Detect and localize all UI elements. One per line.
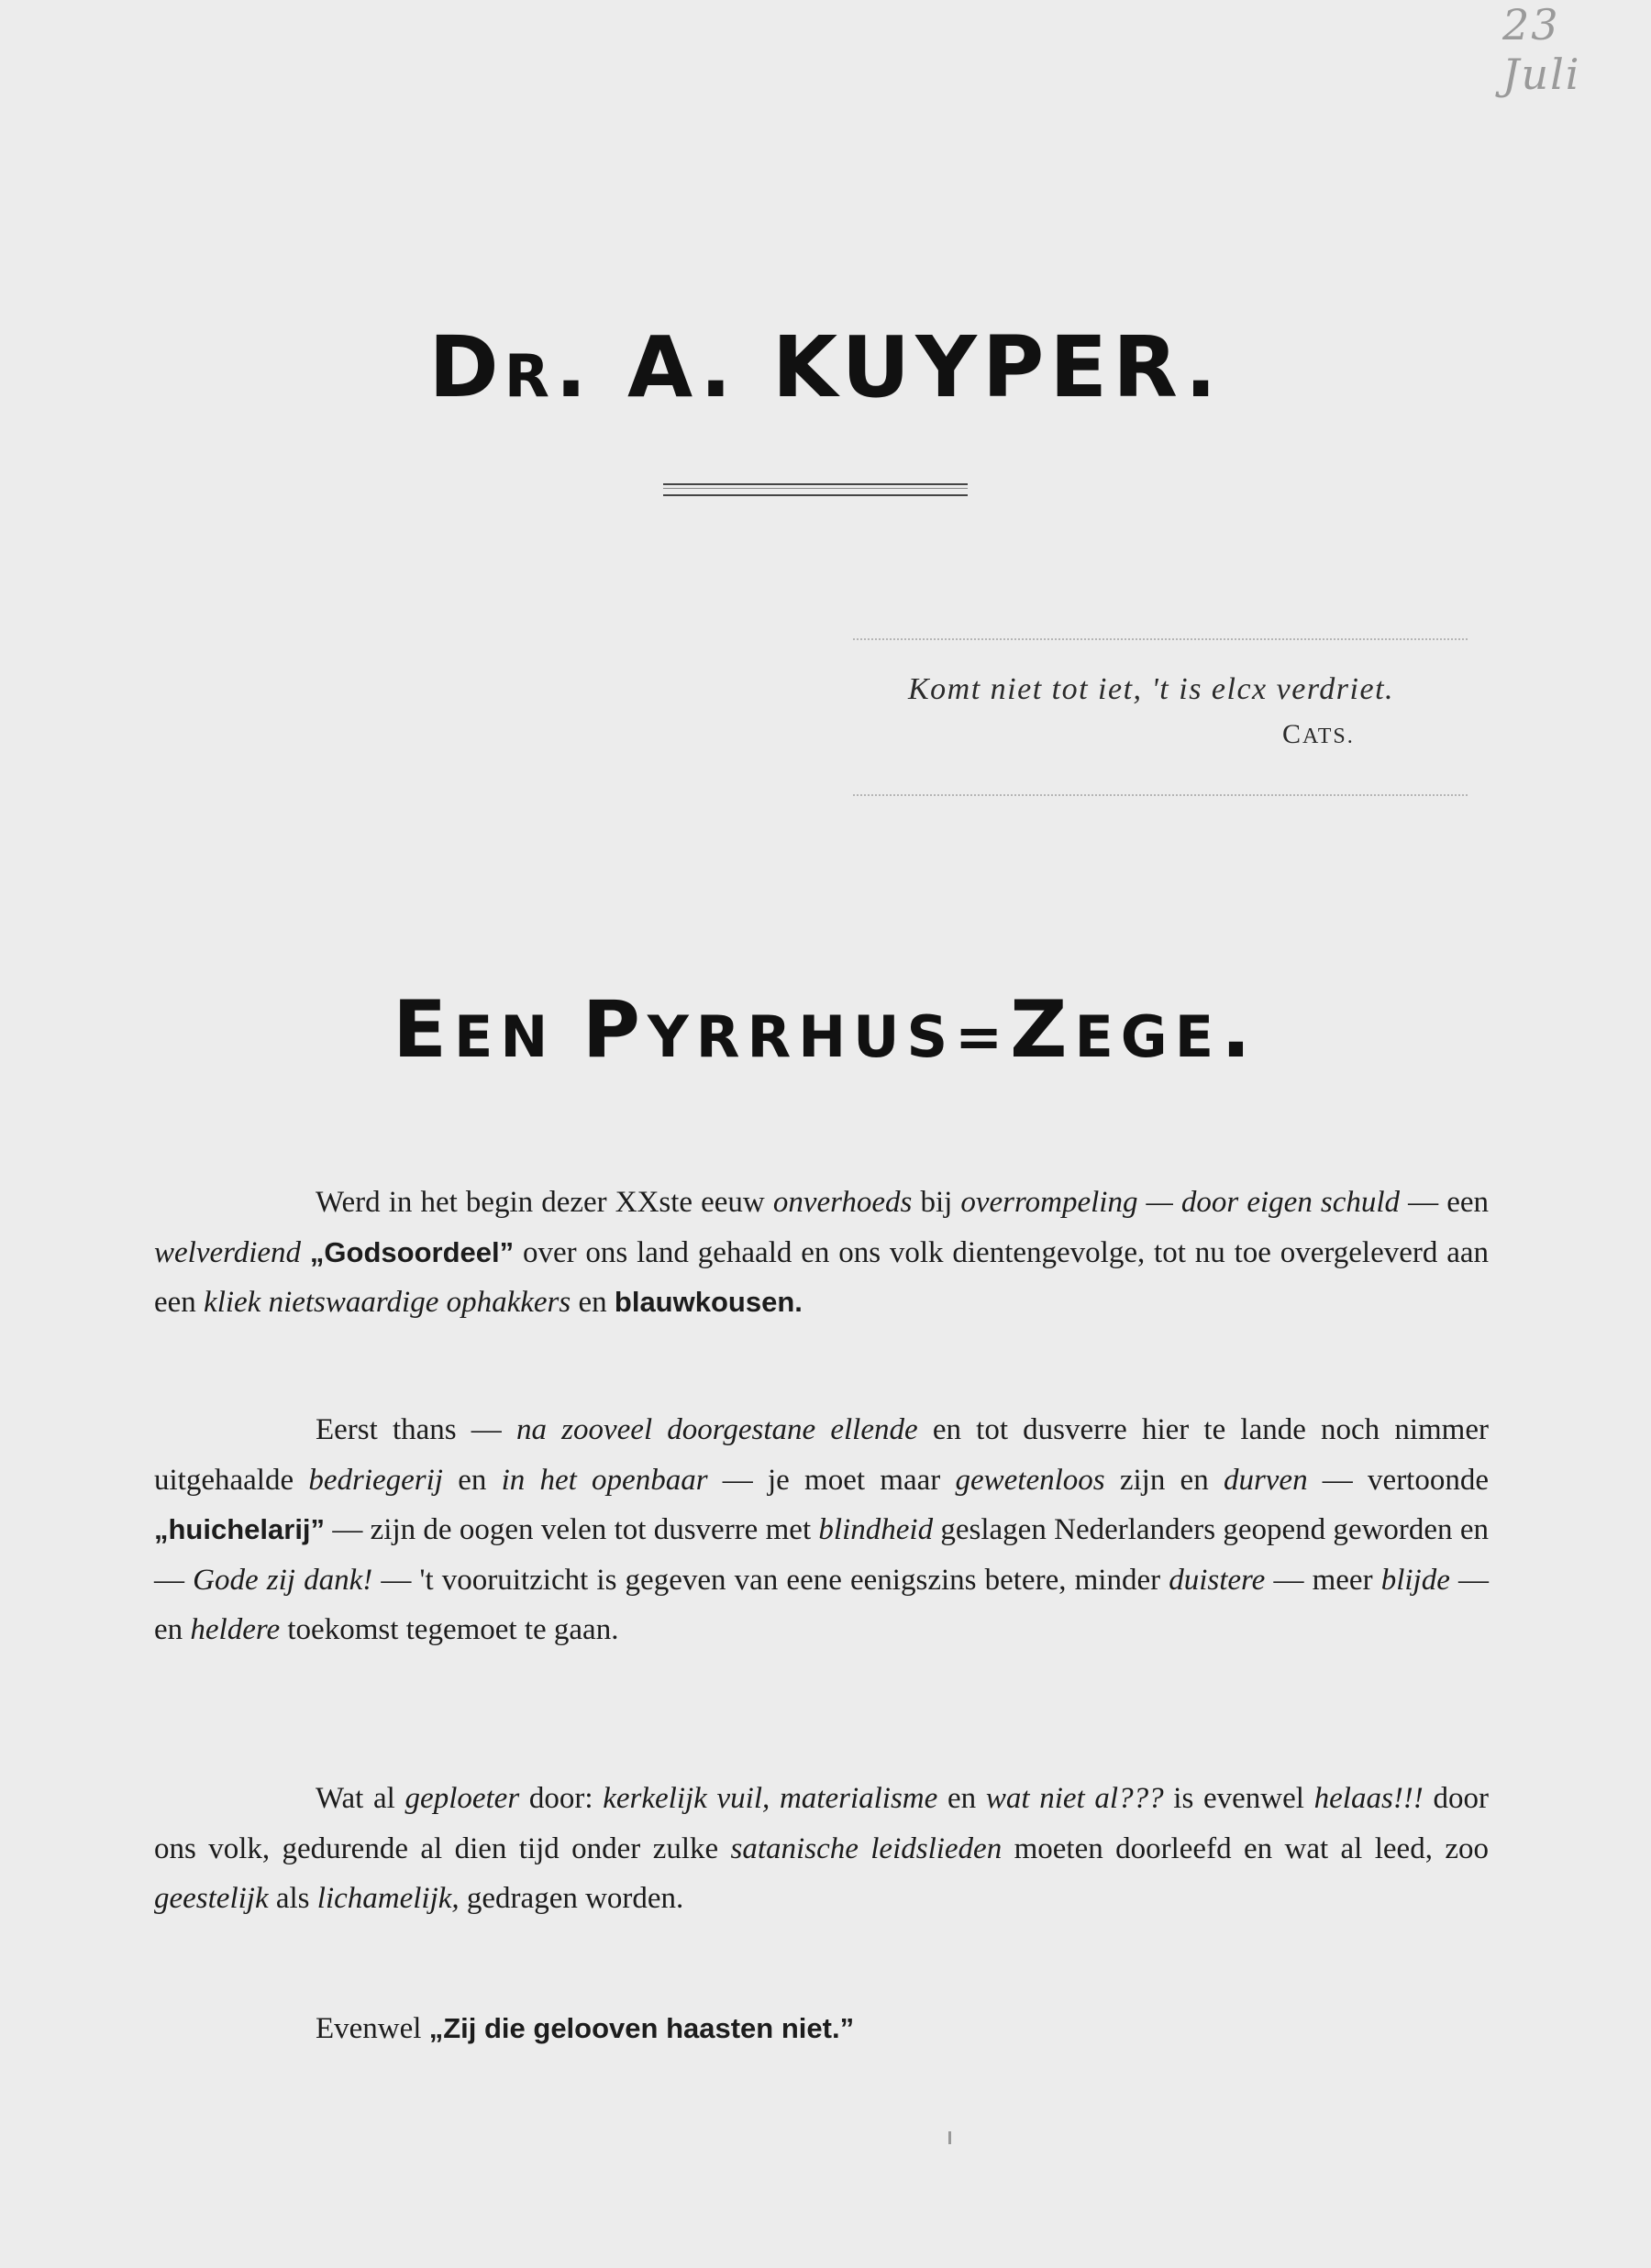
attribution-rest: ATS.: [1302, 725, 1355, 748]
text-run: moeten doorleefd en wat al leed, zoo: [1002, 1831, 1489, 1865]
text-run: en tot dusverre hier te lande noch nimmer uitgehaalde: [154, 1413, 1489, 1497]
italic-run: geploeter: [404, 1782, 520, 1815]
text-run: — je moet maar: [707, 1463, 956, 1497]
paragraph-2: [154, 1405, 1489, 1655]
author-initial-small: R: [504, 343, 555, 411]
bold-run: „huichelarij”: [154, 1513, 326, 1545]
motto-top-border: [853, 638, 1468, 640]
italic-run: lichamelijk,: [316, 1882, 460, 1915]
text-run: — 't vooruitzicht is gegeven van eene eenigszins betere, minder: [372, 1563, 1169, 1597]
italic-run: gewetenloos: [955, 1463, 1105, 1497]
title-letter: E: [393, 984, 455, 1076]
text-run: gedragen worden.: [459, 1882, 684, 1915]
paper-speck: [948, 2131, 951, 2144]
double-rule-divider: [663, 483, 968, 496]
text-run: door:: [519, 1782, 604, 1815]
text-run: Wat al: [316, 1782, 405, 1815]
paragraph-1: [154, 1178, 1489, 1328]
motto-attribution: [1282, 719, 1355, 750]
text-run: bij: [912, 1186, 961, 1219]
author-name: . A. KUYPER.: [555, 318, 1223, 416]
bold-run: „Godsoordeel”: [309, 1235, 515, 1268]
title-letter: P: [582, 984, 648, 1076]
bold-run: „Zij die gelooven haasten niet.”: [428, 2012, 855, 2044]
text-run: — een: [1400, 1186, 1490, 1219]
text-run: en: [571, 1286, 615, 1319]
italic-run: na zooveel doorgestane ellende: [515, 1413, 918, 1446]
paragraph-4: [154, 2004, 1489, 2054]
text-run: toekomst tegemoet te gaan.: [280, 1613, 619, 1646]
paragraph-3: [154, 1774, 1489, 1924]
title-letters-small: YRRHUS: [647, 1003, 956, 1070]
title-letters-small: EGE: [1074, 1003, 1222, 1070]
italic-run: helaas!!!: [1313, 1782, 1424, 1815]
italic-run: Gode zij dank!: [193, 1563, 373, 1597]
author-heading: [0, 318, 1651, 416]
title-letter: Z: [1010, 984, 1075, 1076]
author-initial: D: [428, 318, 504, 416]
attribution-initial: C: [1282, 719, 1303, 749]
italic-run: geestelijk: [154, 1882, 269, 1915]
text-run: Eerst thans —: [316, 1413, 516, 1446]
text-run: en: [937, 1782, 986, 1815]
text-run: — en: [154, 1563, 1490, 1646]
italic-run: onverhoeds: [772, 1186, 913, 1219]
title-letters-small: EN: [454, 1003, 582, 1070]
handwritten-date-note: 23 Juli: [1502, 0, 1581, 99]
text-run: als: [268, 1882, 317, 1915]
text-run: zijn en: [1104, 1463, 1224, 1497]
text-run: — vertoonde: [1307, 1463, 1489, 1497]
motto-quote: Komt niet tot iet, 't is elcx verdriet.: [908, 672, 1395, 706]
text-run: — zijn de oogen velen tot dusverre met: [325, 1513, 819, 1546]
text-run: [301, 1236, 310, 1269]
text-run: — meer: [1265, 1563, 1381, 1597]
italic-run: blijde: [1380, 1563, 1450, 1597]
italic-run: kliek nietswaardige ophakkers: [204, 1286, 571, 1319]
text-run: door ons volk, gedurende al dien tijd onder zulke: [154, 1782, 1489, 1865]
title-period: .: [1221, 984, 1258, 1076]
italic-run: kerkelijk vuil, materialisme: [603, 1782, 938, 1815]
bold-run: blauwkousen.: [614, 1286, 803, 1318]
text-run: Evenwel: [316, 2012, 429, 2045]
document-title: [0, 984, 1651, 1076]
title-hyphen: =: [955, 1003, 1011, 1070]
italic-run: overrompeling — door eigen schuld: [960, 1186, 1401, 1219]
text-run: geslagen Nederlanders geopend geworden en —: [154, 1513, 1489, 1597]
italic-run: wat niet al???: [985, 1782, 1164, 1815]
text-run: en: [442, 1463, 502, 1497]
italic-run: in het openbaar: [501, 1463, 708, 1497]
italic-run: heldere: [190, 1613, 281, 1646]
italic-run: welverdiend: [154, 1235, 302, 1269]
text-run: Werd in het begin dezer XXste eeuw: [316, 1186, 773, 1219]
italic-run: durven: [1223, 1463, 1308, 1497]
italic-run: duistere: [1169, 1563, 1266, 1597]
text-run: is evenwel: [1163, 1782, 1314, 1815]
motto-bottom-border: [853, 794, 1468, 796]
text-run: over ons land gehaald en ons volk dientengevolge, tot nu toe overgeleverd aan een: [154, 1235, 1489, 1319]
italic-run: blindheid: [818, 1513, 934, 1546]
italic-run: bedriegerij: [308, 1463, 443, 1497]
italic-run: satanische leidslieden: [730, 1831, 1003, 1865]
